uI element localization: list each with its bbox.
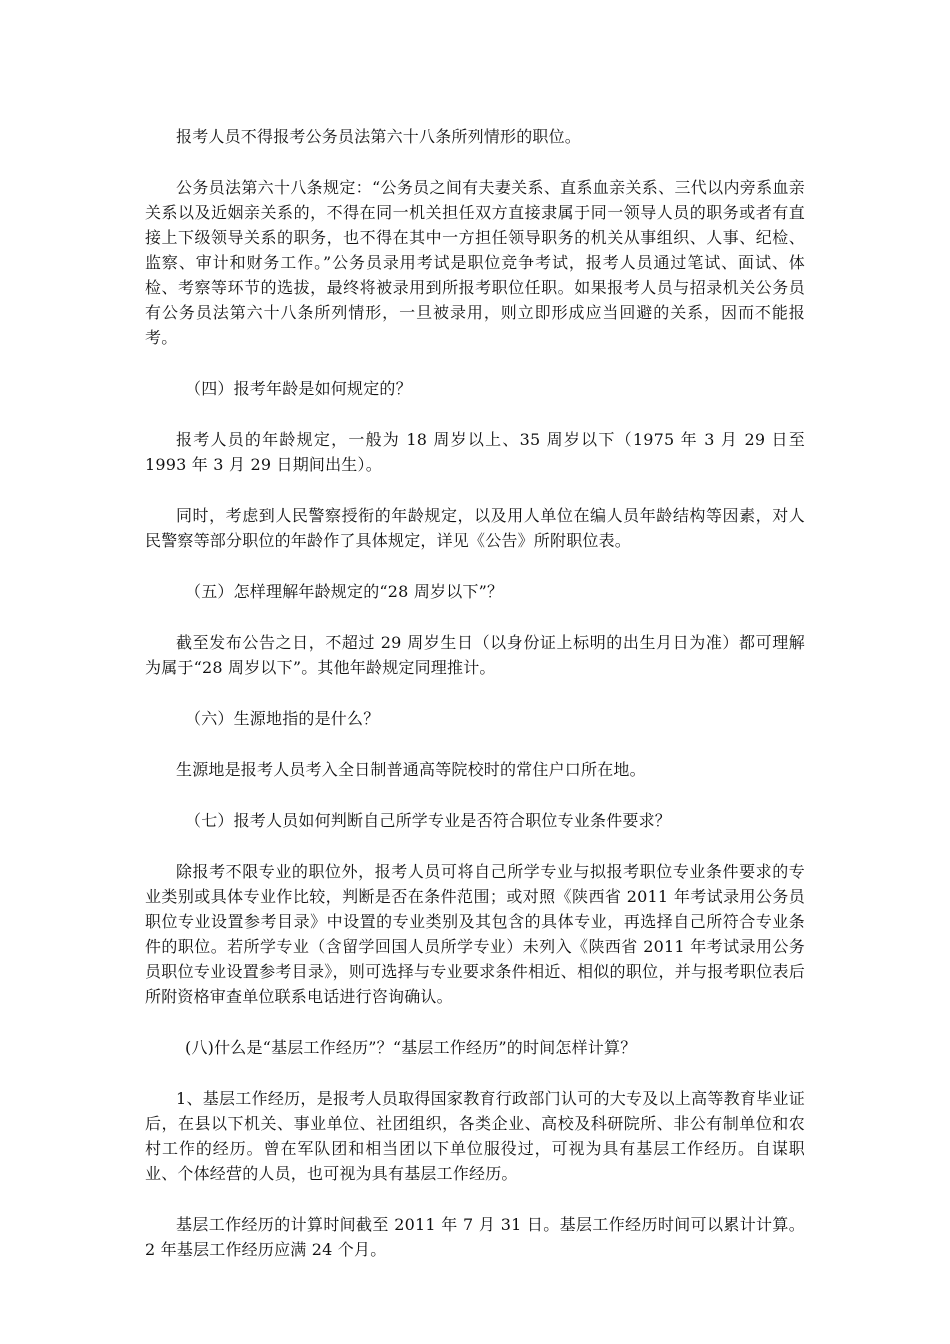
- section-heading: （六）生源地指的是什么？: [185, 709, 380, 728]
- section-heading: （七）报考人员如何判断自己所学专业是否符合职位专业条件要求？: [185, 811, 672, 830]
- paragraph: 除报考不限专业的职位外，报考人员可将自己所学专业与拟报考职位专业条件要求的专业类别或具体专业作比较，判断是否在条件范围；或对照《陕西省 2011 年考试录用公务员职位专业设置参考目录》中设置的专业类别及其包含的具体专业，再选择自己所符合专业条件的职位。若所学专业（含留学回国人员所学专业）未列入《陕西省 2011 年考试录用公务员职位专业设置参考目录》，则可选择与专业要求条件相近、相似的职位，并与报考职位表后所附资格审查单位联系电话进行咨询确认。: [145, 862, 805, 1006]
- paragraph: 生源地是报考人员考入全日制普通高等院校时的常住户口所在地。: [176, 760, 646, 779]
- document-body: [145, 124, 805, 1288]
- paragraph: 报考人员不得报考公务员法第六十八条所列情形的职位。: [176, 127, 582, 146]
- paragraph: 1、基层工作经历，是报考人员取得国家教育行政部门认可的大专及以上高等教育毕业证后，在县以下机关、事业单位、社团组织，各类企业、高校及科研院所、非公有制单位和农村工作的经历。曾在军队团和相当团以下单位服役过，可视为具有基层工作经历。自谋职业、个体经营的人员，也可视为具有基层工作经历。: [145, 1089, 805, 1183]
- section-heading: （五）怎样理解年龄规定的“28 周岁以下”？: [185, 582, 504, 601]
- paragraph: 公务员法第六十八条规定：“公务员之间有夫妻关系、直系血亲关系、三代以内旁系血亲关系以及近姻亲关系的，不得在同一机关担任双方直接隶属于同一领导人员的职务或者有直接上下级领导关系的职务，也不得在其中一方担任领导职务的机关从事组织、人事、纪检、监察、审计和财务工作。”公务员录用考试是职位竞争考试，报考人员通过笔试、面试、体检、考察等环节的选拔，最终将被录用到所报考职位任职。如果报考人员与招录机关公务员有公务员法第六十八条所列情形，一旦被录用，则立即形成应当回避的关系，因而不能报考。: [145, 178, 805, 347]
- paragraph: 同时，考虑到人民警察授衔的年龄规定，以及用人单位在编人员年龄结构等因素，对人民警察等部分职位的年龄作了具体规定，详见《公告》所附职位表。: [145, 506, 805, 550]
- paragraph: 报考人员的年龄规定，一般为 18 周岁以上、35 周岁以下（1975 年 3 月 29 日至 1993 年 3 月 29 日期间出生）。: [145, 430, 805, 474]
- section-heading: （四）报考年龄是如何规定的？: [185, 379, 412, 398]
- section-heading: (八)什么是“基层工作经历”？“基层工作经历”的时间怎样计算？: [185, 1038, 637, 1057]
- paragraph: 截至发布公告之日，不超过 29 周岁生日（以身份证上标明的出生月日为准）都可理解为属于“28 周岁以下”。其他年龄规定同理推计。: [145, 633, 805, 677]
- paragraph: 基层工作经历的计算时间截至 2011 年 7 月 31 日。基层工作经历时间可以累计计算。2 年基层工作经历应满 24 个月。: [145, 1215, 805, 1259]
